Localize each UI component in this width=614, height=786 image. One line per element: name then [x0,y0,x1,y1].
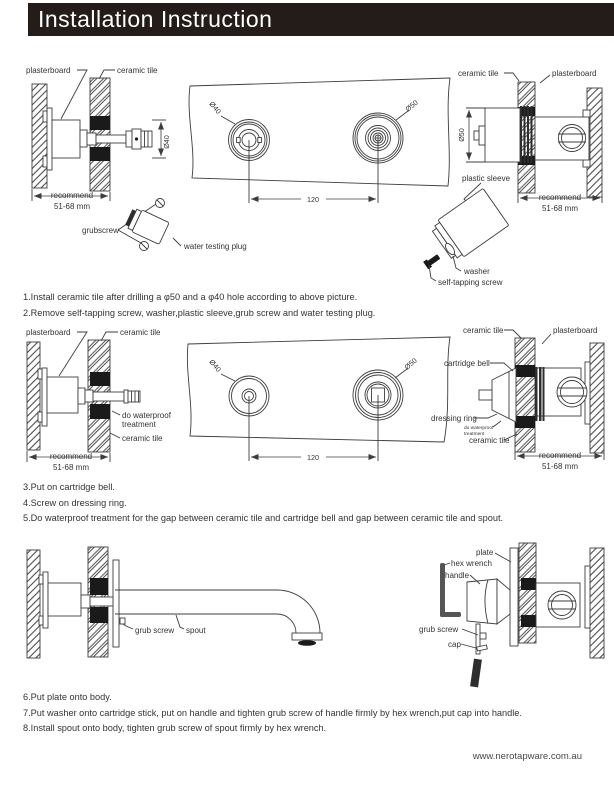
label-cartridge-bell: cartridge bell [444,359,490,368]
dim-dia50-label: Ø50 [402,355,419,372]
label-recommend-range: 51-68 mm [52,463,90,472]
water-testing-plug-installed [141,131,152,147]
label-ceramic-tile: ceramic tile [120,328,161,337]
step-2: 2.Remove self-tapping screw, washer,plastic sleeve,grub screw and water testing plug. [23,307,376,318]
label-treatment: treatment [122,420,156,429]
label-grub-screw: grub screw [419,625,459,634]
step-5: 5.Do waterproof treatment for the gap between ceramic tile and cartridge bell and gap between ceramic tile and spout. [23,513,504,523]
instruction-steps-1 [23,290,375,321]
label-hex-wrench: hex wrench [451,559,492,568]
label-handle: handle [445,571,470,580]
valve-body [52,120,80,158]
label-recommend: recommend [538,451,582,460]
step-4: 4.Screw on dressing ring. [23,497,127,508]
self-tapping-screw-part [423,253,441,270]
spout-part [115,590,322,646]
label-plasterboard: plasterboard [553,326,598,335]
label-plate: plate [476,548,494,557]
diagram-body-side-view-sleeve [424,56,614,302]
diagram-cartridge-bell-side-view [400,320,614,476]
diagram-handle-side-view [400,538,614,700]
label-grub-screw: grub screw [135,626,175,635]
label-recommend-range: 51-68 mm [541,204,579,213]
water-testing-plug-part [124,206,169,244]
label-plasterboard: plasterboard [26,328,71,337]
plate-part [510,548,518,646]
label-plasterboard: plasterboard [26,66,71,75]
instruction-steps-3 [23,690,522,737]
plastic-sleeve-installed [485,108,520,162]
diagram-spout-side-view [14,544,344,696]
diagram-front-panel-1 [182,74,460,220]
step-6: 6.Put plate onto body. [23,692,112,702]
tile-panel [189,78,450,186]
label-self-tapping-screw: self-tapping screw [438,278,503,287]
valve-body [48,583,81,616]
label-dressing-ring: dressing ring [431,414,477,423]
label-recommend: recommend [538,193,582,202]
label-washer: washer [464,267,490,276]
ceramic-tile-wall [519,543,536,643]
dim-120-label: 120 [307,195,319,204]
dim-dia40-label: Ø40 [207,357,224,374]
dim-dia50-label: Ø50 [457,128,466,142]
plasterboard-wall [590,548,604,658]
spout-grub-screw [120,618,125,624]
instruction-steps-2 [23,480,503,527]
label-do-waterproof-small: do waterproof [464,426,494,431]
plastic-sleeve-part [429,188,509,263]
label-recommend-range: 51-68 mm [53,202,91,211]
label-ceramic-tile: ceramic tile [463,326,504,335]
valve-circle [557,377,587,407]
plasterboard-wall [32,84,47,188]
label-do-waterproof: do waterproof [122,411,171,420]
label-grubscrew: grubscrew [82,226,119,235]
plasterboard-wall [27,550,40,658]
label-ceramic-tile-2: ceramic tile [122,434,163,443]
dim-120-label: 120 [307,453,319,462]
label-ceramic-tile: ceramic tile [117,66,158,75]
label-treatment-small: treatment [464,432,485,437]
plasterboard-wall [27,342,40,450]
valve-circle [548,591,576,619]
plasterboard-wall [590,343,604,453]
handle-part [467,579,497,624]
label-recommend: recommend [50,191,94,200]
cartridge-stem [479,390,492,400]
label-spout: spout [186,626,206,635]
label-recommend-range: 51-68 mm [541,462,579,471]
valve-body [47,377,78,413]
valve-circle [559,125,586,152]
dim-dia40-label: Ø40 [162,135,171,149]
label-plasterboard: plasterboard [552,69,597,78]
website-url: www.nerotapware.com.au [472,751,582,762]
cartridge-bell-part [492,368,516,422]
dim-dia40-label: Ø40 [207,99,224,116]
step-8: 8.Install spout onto body, tighten grub screw of spout firmly by hex wrench. [23,723,327,733]
handle-grub-screw [480,633,486,639]
step-1: 1.Install ceramic tile after drilling a φ50 and a φ40 hole according to above picture. [23,292,358,302]
step-3: 3.Put on cartridge bell. [23,482,115,492]
label-cap: cap [448,640,461,649]
dim-dia50-label: Ø50 [403,97,420,114]
hex-wrench-tip [470,659,482,688]
label-ceramic-tile: ceramic tile [458,69,499,78]
page-title: Installation Instruction [28,3,614,36]
wall-plate [113,560,119,647]
label-water-testing-plug: water testing plug [184,242,247,251]
diagram-body-side-view-2 [14,322,200,474]
label-plastic-sleeve: plastic sleeve [462,174,511,183]
label-recommend: recommend [49,452,93,461]
label-ceramic-tile-2: ceramic tile [469,436,510,445]
step-7: 7.Put washer onto cartridge stick, put on handle and tighten grub screw of handle firmly by hex wrench,put cap into handle. [23,707,522,718]
ceramic-tile-wall [515,338,535,452]
